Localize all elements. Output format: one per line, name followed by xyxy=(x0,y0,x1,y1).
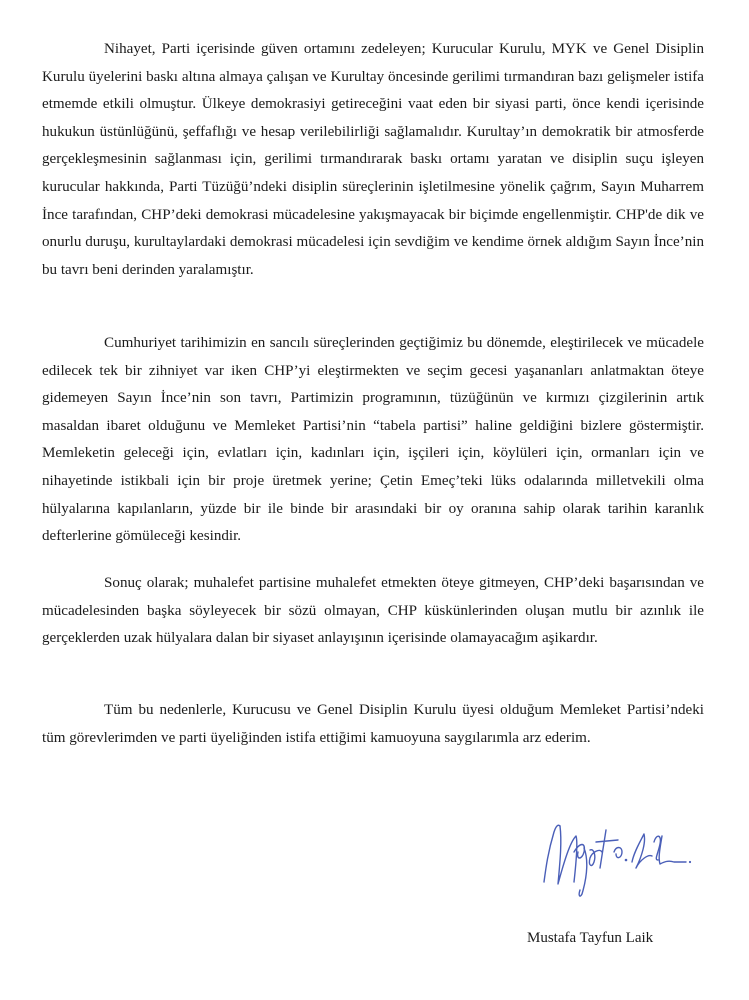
letter-paragraph-4: Tüm bu nedenlerle, Kurucusu ve Genel Disiplin Kurulu üyesi olduğum Memleket Partisi’ndeki tüm görevlerimden ve parti üyeliğinden istifa ettiğimi kamuoyuna saygılarımla arz ederim. xyxy=(42,702,704,746)
signer-name: Mustafa Tayfun Laik xyxy=(527,930,654,946)
letter-paragraph-2: Cumhuriyet tarihimizin en sancılı süreçlerinden geçtiğimiz bu dönemde, eleştirilecek ve mücadele edilecek tek bir zihniyet var iken CHP’yi eleştirmekten ve seçim gecesi yaşananları anlatmaktan öteye gidemeyen Sayın İnce’nin son tavrı, Partimizin programının, tüzüğünün ve kırmızı çizgilerinin artık masaldan ibaret olduğunu ve Memleket Partisi’nin “tabela partisi” haline geldiğini bizlere göstermiştir. Memleketin geleceği için, evlatları için, kadınları için, işçileri için, köylüleri için, ormanları için ve nihayetinde istikbali için bir proje üretmek yerine; Çetin Emeç’teki lüks odalarında milletvekili olma hülyalarına kapılanların, yüzde bir ile binde bir arasındaki bir oy oranına sahip olarak tarihin karanlık defterlerine gömüleceği kesindir. xyxy=(42,335,704,545)
handwritten-signature xyxy=(536,812,696,902)
letter-paragraph-1: Nihayet, Parti içerisinde güven ortamını zedeleyen; Kurucular Kurulu, MYK ve Genel Disiplin Kurulu üyelerini baskı altına almaya çalışan ve Kurultay öncesinde gerilimi tırmandıran bazı gelişmeler istifa etmemde etkili olmuştur. Ülkeye demokrasiyi getireceğini vaat eden bir siyasi parti, önce kendi içerisinde hukukun üstünlüğünü, şeffaflığı ve hesap verilebilirliği sağlamalıdır. Kurultay’ın demokratik bir atmosferde gerçekleşmesinin sağlanması için, gerilimi tırmandırarak baskı ortamı yaratan ve disiplin suçu işleyen kurucular hakkında, Parti Tüzüğü’ndeki disiplin süreçlerinin işletilmesine yönelik çağrım, Sayın Muharrem İnce tarafından, CHP’deki demokrasi mücadelesine yakışmayacak bir biçimde engellenmiştir. CHP'de dik ve onurlu duruşu, kurultaylardaki demokrasi mücadelesi için sevdiğim ve kendime örnek aldığım Sayın İnce’nin bu tavrı beni derinden yaralamıştır. xyxy=(42,41,704,278)
letter-paragraph-3: Sonuç olarak; muhalefet partisine muhalefet etmekten öteye gitmeyen, CHP’deki başarısından ve mücadelesinden başka söyleyecek bir sözü olmayan, CHP küskünlerinden oluşan mutlu bir azınlık ile gerçeklerden uzak hülyalara dalan bir siyaset anlayışının içerisinde olamayacağım aşikardır. xyxy=(42,575,704,647)
